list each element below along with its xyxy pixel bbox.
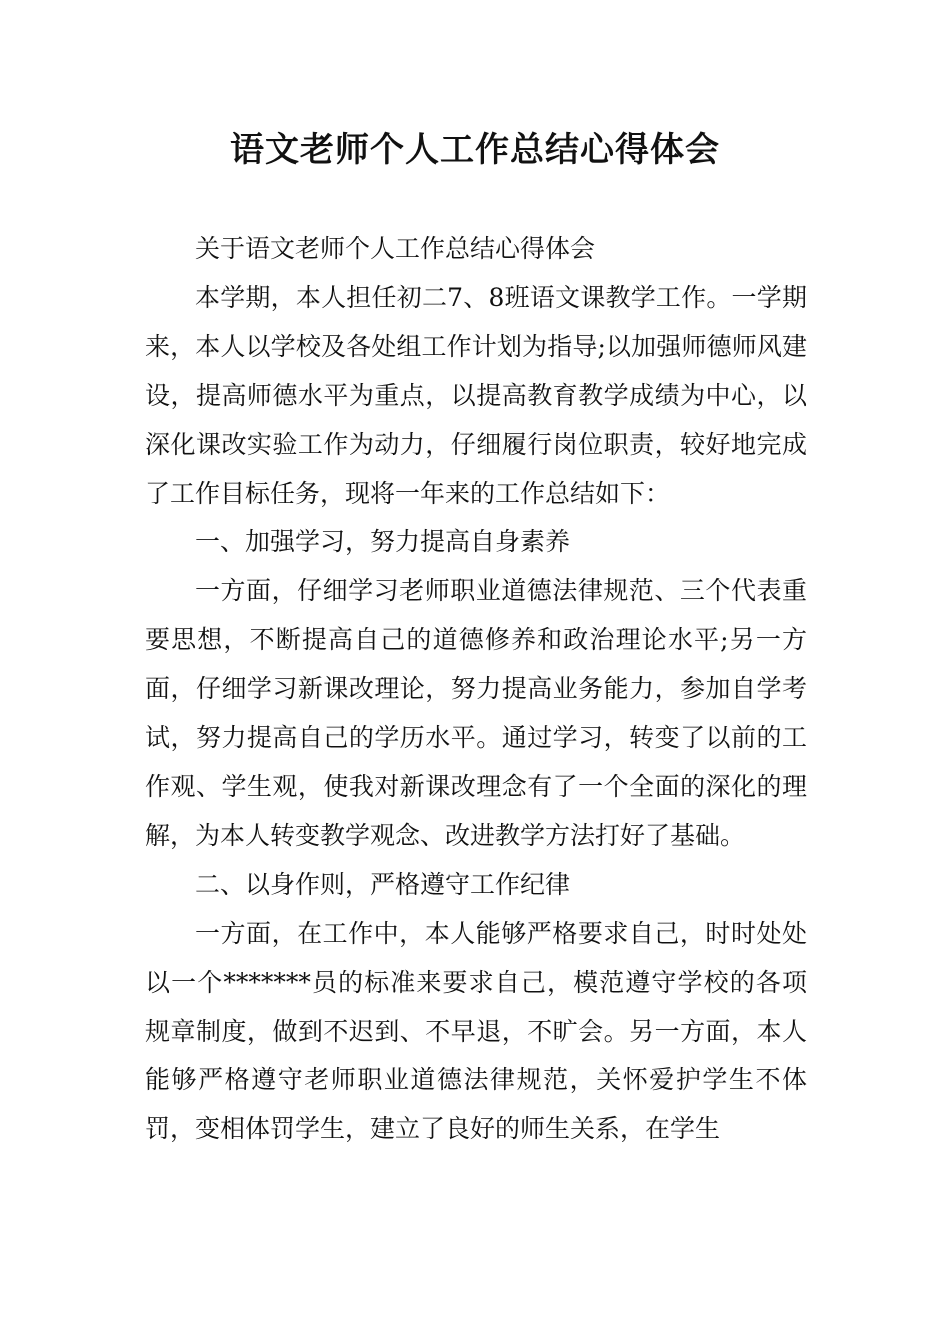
section-heading-2: 二、以身作则，严格遵守工作纪律 (195, 869, 571, 899)
document-title: 语文老师个人工作总结心得体会 (230, 130, 720, 170)
paragraph-intro: 关于语文老师个人工作总结心得体会 (195, 234, 596, 263)
paragraph-overview: 本学期，本人担任初二7、8班语文课教学工作。一学期来，本人以学校及各处组工作计划为指导;以加强师德师风建设，提高师德水平为重点，以提高教育教学成绩为中心，以深化课改实验工作为动力，仔细履行岗位职责，较好地完成了工作目标任务，现将一年来的工作总结如下： (145, 282, 807, 508)
document-body (145, 225, 807, 1154)
paragraph-section-1: 一方面，仔细学习老师职业道德法律规范、三个代表重要思想，不断提高自己的道德修养和政治理论水平;另一方面，仔细学习新课改理论，努力提高业务能力，参加自学考试，努力提高自己的学历水平。通过学习，转变了以前的工作观、学生观，使我对新课改理念有了一个全面的深化的理解，为本人转变教学观念、改进教学方法打好了基础。 (145, 576, 807, 850)
section-heading-1: 一、加强学习，努力提高自身素养 (195, 527, 571, 557)
paragraph-section-2: 一方面，在工作中，本人能够严格要求自己，时时处处以一个*******员的标准来要求自己，模范遵守学校的各项规章制度，做到不迟到、不早退，不旷会。另一方面，本人能够严格遵守老师职业道德法律规范，关怀爱护学生不体罚，变相体罚学生，建立了良好的师生关系，在学生 (145, 918, 807, 1144)
